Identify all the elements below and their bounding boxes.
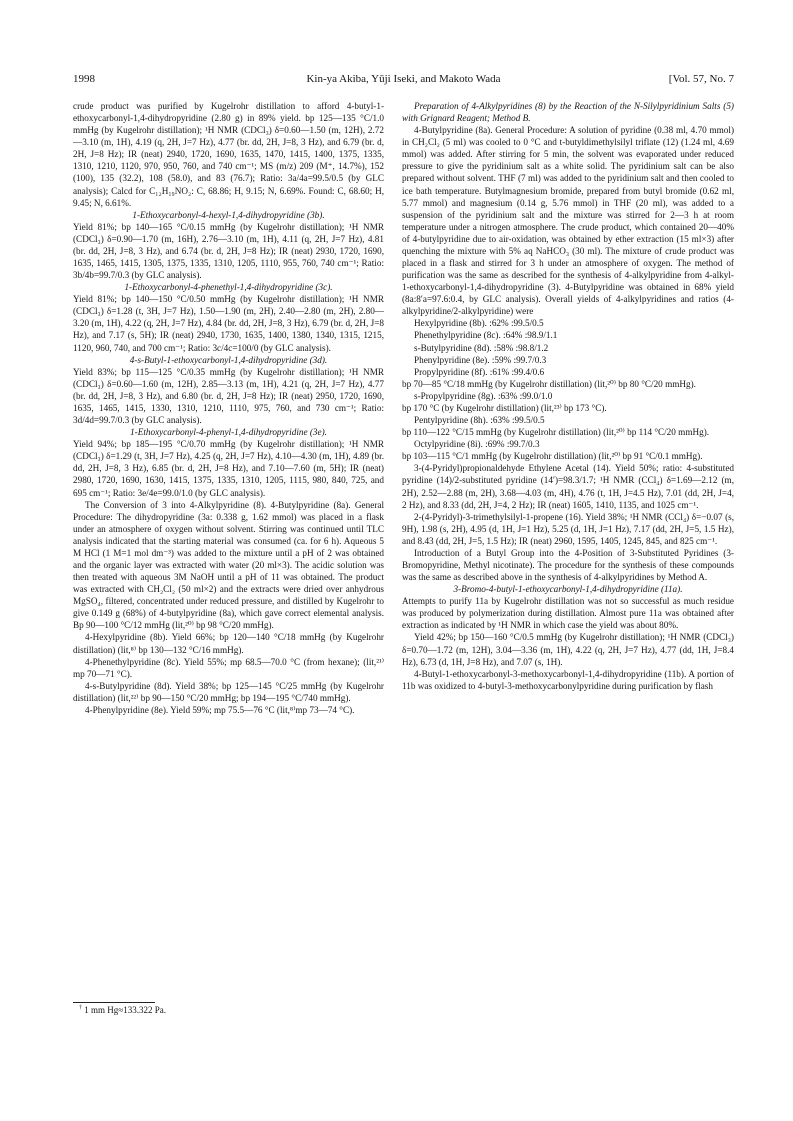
section-paragraph: Introduction of a Butyl Group into the 4-Position of 3-Substituted Pyridines (3-Bromopyridine, Methyl nicotinate). The procedure for the synthesis of these compounds was the same as described above in the synthesis of 4-alkylpyridines by Method A.: [402, 547, 734, 583]
yield-list-item: Phenethylpyridine (8c). :64% :98.9/1.1: [414, 330, 558, 341]
compound-heading: 1-Ethoxycarbonyl-4-phenyl-1,4-dihydropyridine (3e).: [130, 427, 327, 438]
paragraph: Yield 81%; bp 140—165 °C/0.15 mmHg (by Kugelrohr distillation); ¹H NMR (CDCl₃) δ=0.90—1.70 (m, 16H), 2.76—3.10 (m, 1H), 4.11 (q, 2H, J=7 Hz), 4.81 (br. dd, 2H, J=8, 3 Hz), and 6.74 (br. d, 2H, J=8 Hz); IR (neat) 2930, 1720, 1690, 1635, 1465, 1415, 1305, 1375, 1335, 1310, 1205, 1110, 955, 760, 740 cm⁻¹; Ratio: 3b/4b=99.7/0.3 (by GLC analysis).: [73, 221, 384, 281]
footnote-marker: †: [79, 1005, 82, 1011]
compound-entry: 2-(4-Pyridyl)-3-trimethylsilyl-1-propene (16). Yield 38%; ¹H NMR (CCl₄) δ=−0.07 (s, 9H), 1.98 (s, 2H), 4.95 (d, 1H, J=1 Hz), 5.25 (d, 1H, J=1 Hz), 7.17 (dd, 2H, J=5, 1.5 Hz), and 8.43 (dd, 2H, J=5, 1.5 Hz); IR (neat) 2960, 1595, 1405, 1245, 845, and 825 cm⁻¹.: [402, 511, 734, 546]
section-paragraph: The Conversion of 3 into 4-Alkylpyridine (8). 4-Butylpyridine (8a). General Procedure: The dihydropyridine (3a: 0.338 g, 1.62 mmol) was placed in a flask under an atmosphere of oxygen without solvent. Stirring was continued until TLC analysis indicated that the starting material was consumed (ca. for 6 h). Aqueous 5 M HCl (1 M=1 mol dm⁻³) was added to the mixture until a pH of 2 was obtained and the organic layer was extracted with water (20 ml×3). The acidic solution was then treated with aqueous 3M NaOH until a pH of 11 was obtained. The product was extracted with CH₂Cl₂ (50 ml×2) and the extracts were dried over anhydrous MgSO₄, filtered, concentrated under reduced pressure, and distilled by Kugelrohr to give 0.149 g (68%) of 4-butylpyridine (8a), which gave correct elemental analysis. Bp 90—100 °C/12 mmHg (lit,²⁰⁾ bp 98 °C/20 mmHg).: [73, 499, 384, 631]
footnote-text: 1 mm Hg≈133.322 Pa.: [84, 1005, 166, 1015]
paragraph: Yield 83%; bp 115—125 °C/0.35 mmHg (by Kugelrohr distillation); ¹H NMR (CDCl₃) δ=0.60—1.60 (m, 12H), 2.85—3.13 (m, 1H), 4.21 (q, 2H, J=7 Hz), 4.77 (br. dd, 2H, J=8, 3 Hz), and 6.80 (br. d, 2H, J=8 Hz); IR (neat) 2950, 1720, 1690, 1635, 1465, 1415, 1330, 1310, 1210, 1110, 975, 760, and 730 cm⁻¹; Ratio: 3d/4d=99.7/0.3 (by GLC analysis).: [73, 366, 384, 426]
paragraph: bp 110—122 °C/15 mmHg (by Kugelrohr distillation) (lit,²⁰⁾ bp 114 °C/20 mmHg).: [402, 427, 710, 438]
compound-entry: 4-Phenylpyridine (8e). Yield 59%; mp 75.5—76 °C (lit,⁸⁾mp 73—74 °C).: [85, 704, 355, 715]
paragraph: Yield 94%; bp 185—195 °C/0.70 mmHg (by Kugelrohr distillation); ¹H NMR (CDCl₃) δ=1.29 (t, 3H, J=7 Hz), 4.25 (q, 2H, J=7 Hz), 4.10—4.30 (m, 1H), 4.89 (br. dd, 2H, J=8, 3 Hz), 6.85 (br. d, 2H, J=8 Hz), and 7.10—7.60 (m, 5H); IR (neat) 2980, 1720, 1690, 1630, 1415, 1375, 1335, 1310, 1205, 1115, 980, 840, 725, and 695 cm⁻¹; Ratio: 3e/4e=99.0/1.0 (by GLC analysis).: [73, 439, 384, 498]
compound-heading: 4-s-Butyl-1-ethoxycarbonyl-1,4-dihydropyridine (3d).: [129, 354, 328, 365]
compound-heading: 1-Ethoxycarbonyl-4-hexyl-1,4-dihydropyridine (3b).: [132, 209, 325, 220]
yield-list-item: Octylpyridine (8i). :69% :99.7/0.3: [414, 439, 540, 450]
page-number: 1998: [73, 73, 95, 85]
paragraph: Attempts to purify 11a by Kugelrohr distillation was not so successful as much residue was produced by polymerization during distillation. Almost pure 11a was obtained after extraction as indicated by ¹H NMR in which case the yield was about 80%.: [402, 596, 734, 631]
compound-entry: 3-(4-Pyridyl)propionaldehyde Ethylene Acetal (14). Yield 50%; ratio: 4-substituted pyridine (14)/2-substituted pyridine (14′)=98.3/1.7; ¹H NMR (CCl₄) δ=1.69—2.12 (m, 2H), 2.52—2.88 (m, 2H), 3.68—4.03 (m, 4H), 4.76 (t, 1H, J=4.5 Hz), 7.01 (dd, 2H, J=4, 2 Hz), and 8.33 (dd, 2H, J=4, 2 Hz); IR (neat) 1605, 1410, 1135, and 1025 cm⁻¹.: [402, 463, 734, 510]
footnote: [79, 1005, 166, 1015]
yield-list-item: Hexylpyridine (8b). :62% :99.5/0.5: [414, 318, 544, 329]
right-column: [402, 100, 734, 692]
compound-entry: 4-Hexylpyridine (8b). Yield 66%; bp 120—140 °C/18 mmHg (by Kugelrohr distillation) (lit,⁸⁾ bp 130—132 °C/16 mmHg).: [73, 632, 384, 655]
footnote-divider: [73, 1002, 155, 1003]
section-heading: Preparation of 4-Alkylpyridines (8) by the Reaction of the N-Silylpyridinium Salts (5) with Grignard Reagent; Method B.: [402, 101, 734, 124]
paragraph: Yield 42%; bp 150—160 °C/0.5 mmHg (by Kugelrohr distillation); ¹H NMR (CDCl₃) δ=0.70—1.72 (m, 12H), 3.04—3.36 (m, 1H), 4.22 (q, 2H, J=7 Hz), 4.77 (dd, 1H, J=8.4 Hz), 6.73 (d, 1H, J=8 Hz), and 7.07 (s, 1H).: [402, 632, 734, 667]
yield-list-item: s-Propylpyridine (8g). :63% :99.0/1.0: [414, 390, 553, 401]
yield-list-item: Phenylpyridine (8e). :59% :99.7/0.3: [414, 354, 547, 365]
paragraph: bp 103—115 °C/1 mmHg (by Kugelrohr distillation) (lit,²⁰⁾ bp 91 °C/0.1 mmHg).: [402, 451, 703, 462]
compound-entry: 4-Phenethylpyridine (8c). Yield 55%; mp 68.5—70.0 °C (from hexane); (lit,²¹⁾ mp 70—71 °C).: [73, 656, 384, 679]
paragraph: crude product was purified by Kugelrohr distillation to afford 4-butyl-1-ethoxycarbonyl-1,4-dihydropyridine (2.80 g) in 89% yield. bp 125—135 °C/1.0 mmHg (by Kugelrohr distillation); ¹H NMR (CDCl₃) δ=0.60—1.50 (m, 12H), 2.72—3.10 (m, 1H), 4.19 (q, 2H, J=7 Hz), 4.77 (br. dd, 2H, J=8, 3 Hz), and 6.79 (br. d, 2H, J=8 Hz); IR (neat) 2940, 1720, 1690, 1635, 1470, 1415, 1400, 1375, 1335, 1310, 1210, 1120, 970, 950, 760, and 740 cm⁻¹; MS (m/z) 209 (M⁺, 14.7%), 152 (100), 135 (32.2), 108 (58.0), and 83 (76.7); Ratio: 3a/4a=99.5/0.5 (by GLC analysis); Calcd for C₁₂H₁₉NO₂: C, 68.86; H, 9.15; N, 6.69%. Found: C, 68.60; H, 9.45; N, 6.61%.: [73, 101, 384, 208]
yield-list-item: Propylpyridine (8f). :61% :99.4/0.6: [414, 366, 545, 377]
yield-list-item: Pentylpyridine (8h). :63% :99.5/0.5: [414, 415, 545, 426]
compound-heading: 1-Ethoxycarbonyl-4-phenethyl-1,4-dihydropyridine (3c).: [124, 282, 333, 293]
running-authors: Kin-ya Akiba, Yūji Iseki, and Makoto Wada: [306, 73, 501, 85]
paragraph: bp 70—85 °C/18 mmHg (by Kugelrohr distillation) (lit,²⁰⁾ bp 80 °C/20 mmHg).: [402, 378, 696, 389]
compound-entry: 4-s-Butylpyridine (8d). Yield 38%; bp 125—145 °C/25 mmHg (by Kugelrohr distillation) (lit,²²⁾ bp 90—150 °C/20 mmHg; bp 194—195 °C/740 mmHg).: [73, 680, 384, 703]
paragraph: bp 170 °C (by Kugelrohr distillation) (lit,²³⁾ bp 173 °C).: [402, 402, 607, 413]
left-column: [73, 100, 384, 716]
paragraph: Yield 81%; bp 140—150 °C/0.50 mmHg (by Kugelrohr distillation); ¹H NMR (CDCl₃) δ=1.28 (t, 3H, J=7 Hz), 1.50—1.90 (m, 2H), 2.40—2.80 (m, 2H), 2.80—3.20 (m, 1H), 4.22 (q, 2H, J=7 Hz), 4.84 (br. dd, 2H, J=8, 3 Hz), 6.79 (br. d, 2H, J=8 Hz), and 7.17 (s, 5H); IR (neat) 2940, 1730, 1635, 1400, 1380, 1340, 1315, 1215, 1120, 960, 740, and 700 cm⁻¹; Ratio: 3c/4c=100/0 (by GLC analysis).: [73, 294, 384, 353]
volume-info: [Vol. 57, No. 7: [668, 73, 734, 85]
compound-entry: 4-Butyl-1-ethoxycarbonyl-3-methoxycarbonyl-1,4-dihydropyridine (11b). A portion of 11b was oxidized to 4-butyl-3-methoxycarbonylpyridine during purification by flash: [402, 668, 734, 691]
paragraph: 4-Butylpyridine (8a). General Procedure: A solution of pyridine (0.38 ml, 4.70 mmol) in CH₂Cl₂ (5 ml) was cooled to 0 °C and t-butyldimethylsilyl triflate (12) (1.24 ml, 4.69 mmol) was added. After stirring for 5 min, the solvent was evaporated under reduced pressure to give the pyridinium salt as a white solid. The pyridinium salt can be also prepared without solvent. THF (7 ml) was added to the pyridinium salt and then cooled to ice bath temperature. Butylmagnesium bromide, prepared from butyl bromide (0.62 ml, 5.77 mmol) and magnesium (0.14 g, 5.76 mmol) in THF (20 ml), was added to a suspension of the pyridinium salt and the mixture was stirred for 2—3 h at room temperature under a nitrogen atmosphere. The crude product, which contained 20—40% of 4-butylpyridine due to air-oxidation, was obtained by ether extraction (15 ml×3) after quenching the mixture with 5% aq NaHCO₃ (30 ml). The mixture of crude product was placed in a flask and stirred for 3 h under an atmosphere of oxygen. The method of purification was the same as described for the synthesis of 4-alkylpyridine from 4-alkyl-1-ethoxycarbonyl-1,4-dihydropyridine (3). 4-Butylpyridine was obtained in 68% yield (8a:8′a=97.6:0.4, by GLC analysis). Overall yields of 4-alkylpyridines and ratios (4-alkylpyridine/2-alkylpyridine) were: [402, 125, 734, 317]
yield-list-item: s-Butylpyridine (8d). :58% :98.8/1.2: [414, 342, 549, 353]
running-header: [73, 73, 734, 89]
compound-heading: 3-Bromo-4-butyl-1-ethoxycarbonyl-1,4-dihydropyridine (11a).: [453, 584, 683, 595]
